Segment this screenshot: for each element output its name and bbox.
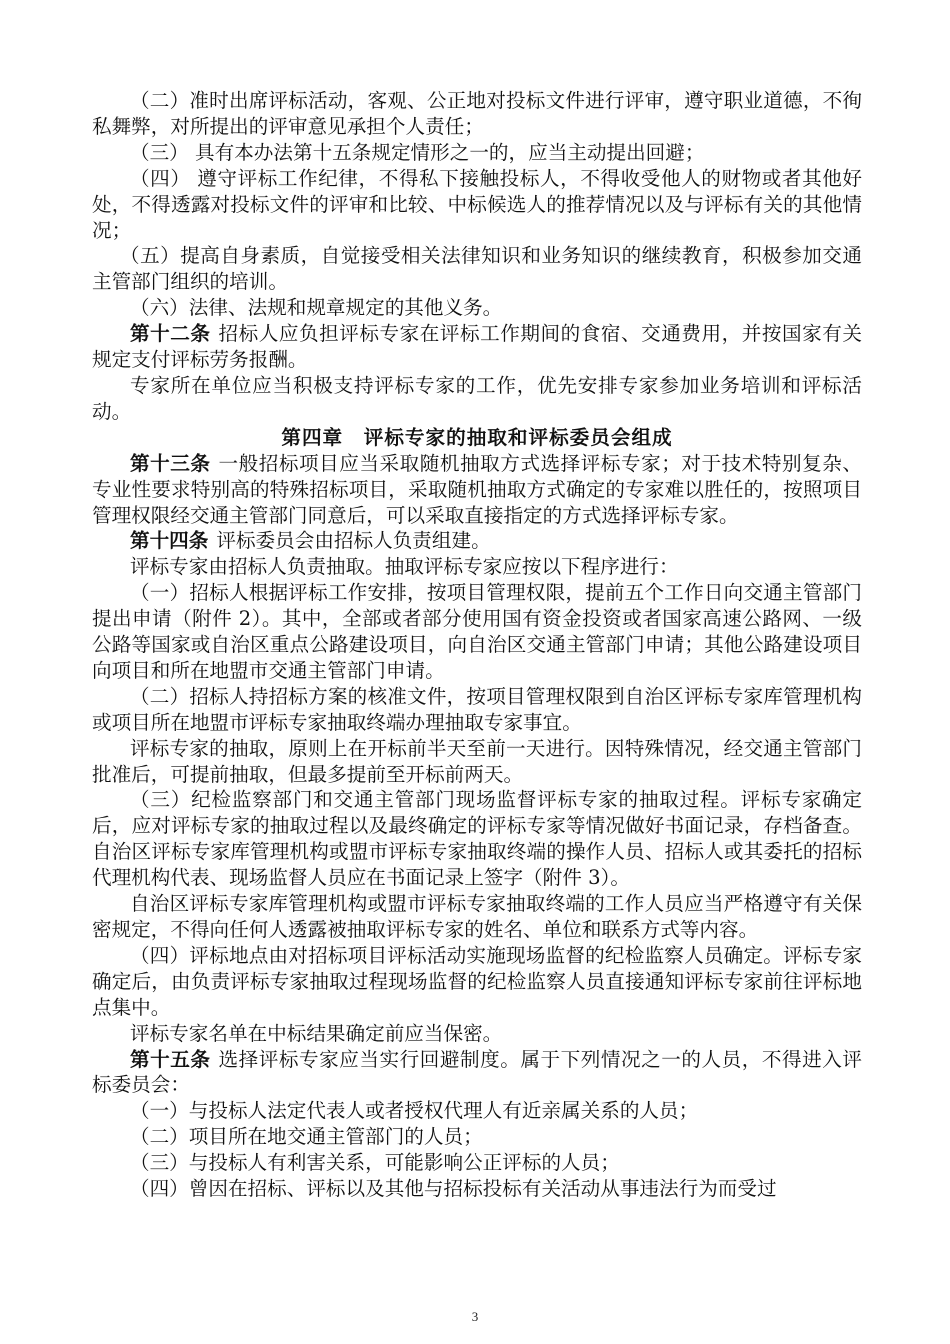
paragraph: （二）招标人持招标方案的核准文件，按项目管理权限到自治区评标专家库管理机构或项目所在地盟市评标专家抽取终端办理抽取专家事宜。 [92, 684, 862, 734]
list-item: （一）与投标人法定代表人或者授权代理人有近亲属关系的人员； [130, 1099, 699, 1123]
paragraph: （一）招标人根据评标工作安排，按项目管理权限，提前五个工作日向交通主管部门提出申请（附件 2）。其中，全部或者部分使用国有资金投资或者国家高速公路网、一级公路等国家或自治区重点公路建设项目，向自治区交通主管部门申请；其他公路建设项目向项目和所在地盟市交通主管部门申请。 [92, 581, 862, 682]
paragraph: 专家所在单位应当积极支持评标专家的工作，优先安排专家参加业务培训和评标活动。 [92, 373, 862, 423]
paragraph: 评标专家的抽取，原则上在开标前半天至前一天进行。因特殊情况，经交通主管部门批准后，可提前抽取，但最多提前至开标前两天。 [92, 736, 862, 786]
paragraph: （四）评标地点由对招标项目评标活动实施现场监督的纪检监察人员确定。评标专家确定后，由负责评标专家抽取过程现场监督的纪检监察人员直接通知评标专家前往评标地点集中。 [92, 943, 862, 1019]
article-text: 评标委员会由招标人负责组建。 [216, 529, 491, 553]
paragraph: 自治区评标专家库管理机构或盟市评标专家抽取终端的工作人员应当严格遵守有关保密规定，不得向任何人透露被抽取评标专家的姓名、单位和联系方式等内容。 [92, 892, 862, 941]
paragraph: （五）提高自身素质，自觉接受相关法律知识和业务知识的继续教育，积极参加交通主管部门组织的培训。 [92, 244, 862, 294]
article-number: 第十二条 [130, 322, 211, 346]
paragraph: （六）法律、法规和规章规定的其他义务。 [130, 296, 503, 320]
article-text: 选择评标专家应当实行回避制度。属于下列情况之一的人员，不得进入评标委员会： [92, 1047, 863, 1097]
article-paragraph [92, 1047, 862, 1099]
paragraph: 评标专家名单在中标结果确定前应当保密。 [130, 1021, 503, 1045]
article-paragraph [92, 451, 862, 529]
list-item: （二）项目所在地交通主管部门的人员； [130, 1125, 483, 1149]
page-number: 3 [471, 1309, 479, 1324]
paragraph: （四） 遵守评标工作纪律，不得私下接触投标人，不得收受他人的财物或者其他好处，不得透露对投标文件的评审和比较、中标候选人的推荐情况以及与评标有关的其他情况； [92, 166, 862, 242]
paragraph: （三） 具有本办法第十五条规定情形之一的，应当主动提出回避； [130, 140, 705, 164]
paragraph: （三）纪检监察部门和交通主管部门现场监督评标专家的抽取过程。评标专家确定后，应对评标专家的抽取过程以及最终确定的评标专家等情况做好书面记录，存档备查。自治区评标专家库管理机构或盟市评标专家抽取终端的操作人员、招标人或其委托的招标代理机构代表、现场监督人员应在书面记录上签字（附件 3）。 [92, 788, 862, 890]
article-number: 第十四条 [130, 529, 209, 553]
chapter-heading: 第四章 评标专家的抽取和评标委员会组成 [281, 425, 673, 449]
document-body [92, 88, 862, 1202]
paragraph: 评标专家由招标人负责抽取。抽取评标专家应按以下程序进行： [130, 555, 679, 579]
list-item: （三）与投标人有利害关系，可能影响公正评标的人员； [130, 1151, 620, 1175]
article-number: 第十五条 [130, 1047, 211, 1071]
article-text: 一般招标项目应当采取随机抽取方式选择评标专家；对于技术特别复杂、专业性要求特别高的特殊招标项目，采取随机抽取方式确定的专家难以胜任的，按照项目管理权限经交通主管部门同意后，可以采取直接指定的方式选择评标专家。 [92, 451, 863, 527]
article-text: 招标人应负担评标专家在评标工作期间的食宿、交通费用，并按国家有关规定支付评标劳务报酬。 [92, 322, 863, 372]
paragraph: （二）准时出席评标活动，客观、公正地对投标文件进行评审，遵守职业道德，不徇私舞弊，对所提出的评审意见承担个人责任； [92, 89, 862, 138]
article-paragraph [92, 528, 862, 554]
list-item: （四）曾因在招标、评标以及其他与招标投标有关活动从事违法行为而受过 [130, 1177, 777, 1201]
article-number: 第十三条 [130, 451, 211, 475]
article-paragraph [92, 321, 862, 373]
